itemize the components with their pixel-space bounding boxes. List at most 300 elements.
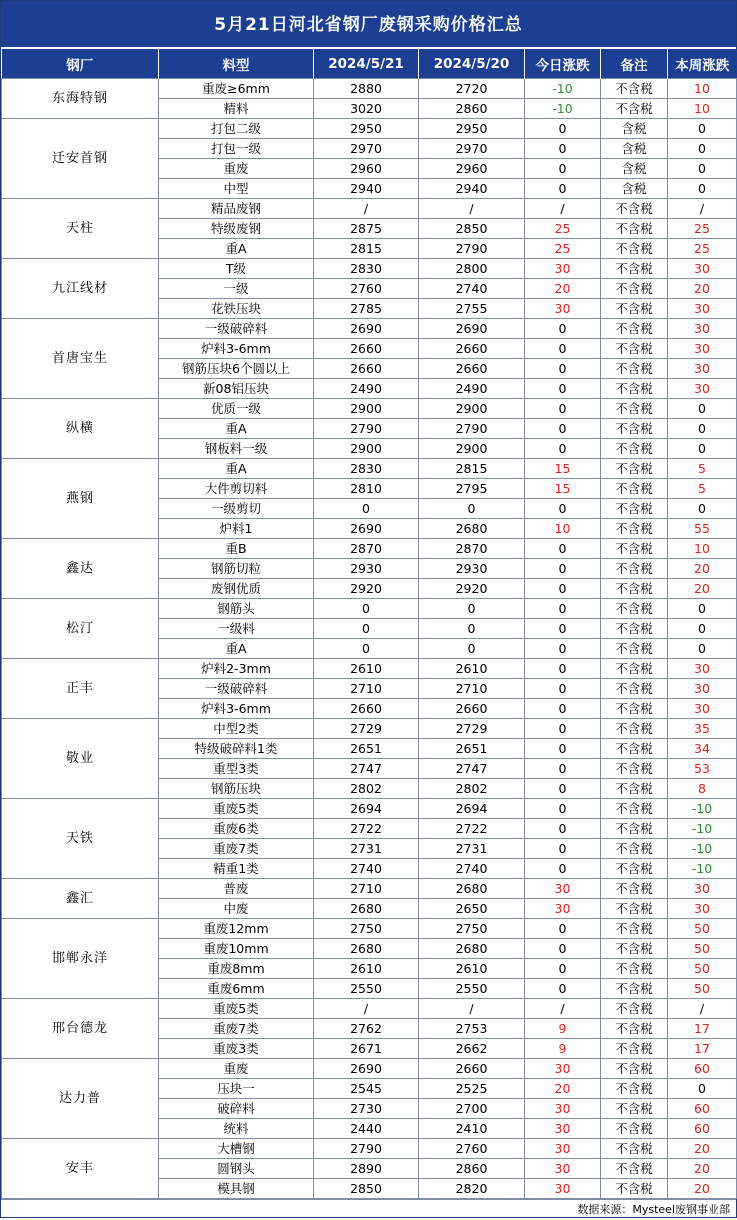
price-yesterday-cell: 2940: [419, 179, 525, 199]
material-cell: 一级剪切: [159, 499, 314, 519]
material-cell: 重型3类: [159, 759, 314, 779]
price-today-cell: 2900: [314, 439, 419, 459]
price-today-cell: 2762: [314, 1019, 419, 1039]
daily-change-cell: 0: [525, 619, 601, 639]
weekly-change-cell: 30: [668, 679, 737, 699]
table-body: [2, 79, 737, 1199]
material-cell: 大槽钢: [159, 1139, 314, 1159]
price-today-cell: 2960: [314, 159, 419, 179]
material-cell: 模具钢: [159, 1179, 314, 1199]
mill-name-cell: 天柱: [2, 199, 159, 259]
table-row: [2, 799, 737, 819]
price-yesterday-cell: 2610: [419, 959, 525, 979]
weekly-change-cell: 0: [668, 499, 737, 519]
material-cell: 炉料1: [159, 519, 314, 539]
daily-change-cell: 0: [525, 779, 601, 799]
weekly-change-cell: 0: [668, 399, 737, 419]
material-cell: 一级破碎料: [159, 679, 314, 699]
table-row: [2, 119, 737, 139]
daily-change-cell: 0: [525, 719, 601, 739]
material-cell: 重废6mm: [159, 979, 314, 999]
weekly-change-cell: 0: [668, 159, 737, 179]
material-cell: 统料: [159, 1119, 314, 1139]
remark-cell: 不含税: [601, 459, 668, 479]
header-row: [2, 49, 737, 79]
material-cell: 优质一级: [159, 399, 314, 419]
header-price-today: 2024/5/21: [314, 49, 419, 79]
remark-cell: 不含税: [601, 1139, 668, 1159]
daily-change-cell: 30: [525, 879, 601, 899]
remark-cell: 不含税: [601, 619, 668, 639]
remark-cell: 不含税: [601, 839, 668, 859]
mill-name-cell: 天铁: [2, 799, 159, 879]
header-mill: 钢厂: [2, 49, 159, 79]
material-cell: 特级破碎料1类: [159, 739, 314, 759]
weekly-change-cell: 5: [668, 479, 737, 499]
price-today-cell: 2815: [314, 239, 419, 259]
material-cell: 重废7类: [159, 839, 314, 859]
price-yesterday-cell: 2740: [419, 279, 525, 299]
table-row: [2, 919, 737, 939]
price-today-cell: 2690: [314, 319, 419, 339]
mill-name-cell: 邯郸永洋: [2, 919, 159, 999]
weekly-change-cell: 0: [668, 619, 737, 639]
material-cell: 一级破碎料: [159, 319, 314, 339]
remark-cell: 不含税: [601, 479, 668, 499]
weekly-change-cell: 0: [668, 119, 737, 139]
price-today-cell: 2850: [314, 1179, 419, 1199]
material-cell: 花铁压块: [159, 299, 314, 319]
remark-cell: 不含税: [601, 539, 668, 559]
price-yesterday-cell: 2680: [419, 939, 525, 959]
weekly-change-cell: 0: [668, 439, 737, 459]
daily-change-cell: 30: [525, 1059, 601, 1079]
price-yesterday-cell: 2662: [419, 1039, 525, 1059]
price-yesterday-cell: 2650: [419, 899, 525, 919]
price-today-cell: 2680: [314, 939, 419, 959]
remark-cell: 不含税: [601, 399, 668, 419]
material-cell: 钢筋压块6个圆以上: [159, 359, 314, 379]
price-yesterday-cell: 2790: [419, 419, 525, 439]
material-cell: 精品废钢: [159, 199, 314, 219]
price-yesterday-cell: 2760: [419, 1139, 525, 1159]
price-today-cell: 2722: [314, 819, 419, 839]
weekly-change-cell: 30: [668, 359, 737, 379]
table-row: [2, 259, 737, 279]
daily-change-cell: 0: [525, 639, 601, 659]
price-yesterday-cell: 2722: [419, 819, 525, 839]
weekly-change-cell: 17: [668, 1039, 737, 1059]
material-cell: 一级: [159, 279, 314, 299]
price-yesterday-cell: 2694: [419, 799, 525, 819]
daily-change-cell: 0: [525, 339, 601, 359]
material-cell: 打包一级: [159, 139, 314, 159]
remark-cell: 不含税: [601, 779, 668, 799]
price-yesterday-cell: /: [419, 999, 525, 1019]
remark-cell: 不含税: [601, 699, 668, 719]
remark-cell: 不含税: [601, 99, 668, 119]
weekly-change-cell: /: [668, 199, 737, 219]
table-row: [2, 539, 737, 559]
price-today-cell: 2671: [314, 1039, 419, 1059]
price-today-cell: 2694: [314, 799, 419, 819]
weekly-change-cell: 20: [668, 579, 737, 599]
table-row: [2, 459, 737, 479]
material-cell: 普废: [159, 879, 314, 899]
weekly-change-cell: -10: [668, 819, 737, 839]
remark-cell: 不含税: [601, 799, 668, 819]
table-row: [2, 879, 737, 899]
mill-name-cell: 正丰: [2, 659, 159, 719]
mill-name-cell: 邢台德龙: [2, 999, 159, 1059]
weekly-change-cell: -10: [668, 839, 737, 859]
daily-change-cell: 25: [525, 219, 601, 239]
daily-change-cell: 0: [525, 759, 601, 779]
mill-name-cell: 达力普: [2, 1059, 159, 1139]
price-today-cell: 2729: [314, 719, 419, 739]
remark-cell: 不含税: [601, 1079, 668, 1099]
daily-change-cell: 0: [525, 919, 601, 939]
weekly-change-cell: /: [668, 999, 737, 1019]
weekly-change-cell: 30: [668, 899, 737, 919]
price-today-cell: 2490: [314, 379, 419, 399]
weekly-change-cell: 30: [668, 339, 737, 359]
price-yesterday-cell: 2900: [419, 439, 525, 459]
weekly-change-cell: 34: [668, 739, 737, 759]
price-today-cell: 2747: [314, 759, 419, 779]
remark-cell: 不含税: [601, 1119, 668, 1139]
price-yesterday-cell: 2550: [419, 979, 525, 999]
remark-cell: 不含税: [601, 1159, 668, 1179]
price-today-cell: 2890: [314, 1159, 419, 1179]
price-today-cell: 2710: [314, 679, 419, 699]
price-today-cell: 2610: [314, 959, 419, 979]
remark-cell: 不含税: [601, 659, 668, 679]
weekly-change-cell: 30: [668, 659, 737, 679]
remark-cell: 不含税: [601, 519, 668, 539]
material-cell: 重废10mm: [159, 939, 314, 959]
price-yesterday-cell: 2720: [419, 79, 525, 99]
price-yesterday-cell: 0: [419, 639, 525, 659]
daily-change-cell: 0: [525, 419, 601, 439]
weekly-change-cell: 35: [668, 719, 737, 739]
price-today-cell: 0: [314, 639, 419, 659]
daily-change-cell: 30: [525, 1159, 601, 1179]
remark-cell: 不含税: [601, 199, 668, 219]
price-yesterday-cell: 2680: [419, 519, 525, 539]
price-today-cell: 2660: [314, 359, 419, 379]
price-today-cell: 2550: [314, 979, 419, 999]
material-cell: 中废: [159, 899, 314, 919]
price-today-cell: 3020: [314, 99, 419, 119]
price-today-cell: 0: [314, 599, 419, 619]
material-cell: 炉料3-6mm: [159, 339, 314, 359]
weekly-change-cell: 30: [668, 299, 737, 319]
daily-change-cell: 0: [525, 819, 601, 839]
price-today-cell: 2440: [314, 1119, 419, 1139]
remark-cell: 不含税: [601, 999, 668, 1019]
price-yesterday-cell: 2660: [419, 699, 525, 719]
weekly-change-cell: 53: [668, 759, 737, 779]
price-yesterday-cell: 2860: [419, 99, 525, 119]
daily-change-cell: 15: [525, 459, 601, 479]
price-yesterday-cell: 2802: [419, 779, 525, 799]
remark-cell: 不含税: [601, 879, 668, 899]
daily-change-cell: 9: [525, 1039, 601, 1059]
daily-change-cell: 0: [525, 799, 601, 819]
daily-change-cell: 0: [525, 379, 601, 399]
price-today-cell: 2880: [314, 79, 419, 99]
daily-change-cell: 0: [525, 179, 601, 199]
weekly-change-cell: 0: [668, 139, 737, 159]
weekly-change-cell: 50: [668, 979, 737, 999]
header-weekly-change: 本周涨跌: [668, 49, 737, 79]
price-yesterday-cell: 2753: [419, 1019, 525, 1039]
material-cell: 重废: [159, 159, 314, 179]
weekly-change-cell: 0: [668, 639, 737, 659]
remark-cell: 不含税: [601, 339, 668, 359]
price-today-cell: 2790: [314, 419, 419, 439]
daily-change-cell: 10: [525, 519, 601, 539]
mill-name-cell: 敬业: [2, 719, 159, 799]
price-yesterday-cell: 2490: [419, 379, 525, 399]
price-yesterday-cell: 2690: [419, 319, 525, 339]
material-cell: 大件剪切料: [159, 479, 314, 499]
daily-change-cell: 30: [525, 1099, 601, 1119]
remark-cell: 不含税: [601, 439, 668, 459]
price-today-cell: 2810: [314, 479, 419, 499]
remark-cell: 不含税: [601, 379, 668, 399]
remark-cell: 不含税: [601, 939, 668, 959]
daily-change-cell: 30: [525, 899, 601, 919]
price-today-cell: 2690: [314, 1059, 419, 1079]
price-yesterday-cell: 2610: [419, 659, 525, 679]
weekly-change-cell: 17: [668, 1019, 737, 1039]
price-today-cell: 2651: [314, 739, 419, 759]
price-yesterday-cell: 2729: [419, 719, 525, 739]
price-yesterday-cell: 2731: [419, 839, 525, 859]
header-material: 料型: [159, 49, 314, 79]
table-row: [2, 1139, 737, 1159]
price-yesterday-cell: 2920: [419, 579, 525, 599]
material-cell: 钢筋切粒: [159, 559, 314, 579]
remark-cell: 不含税: [601, 219, 668, 239]
remark-cell: 不含税: [601, 719, 668, 739]
material-cell: 重A: [159, 419, 314, 439]
table-row: [2, 399, 737, 419]
daily-change-cell: 30: [525, 1139, 601, 1159]
price-yesterday-cell: 2870: [419, 539, 525, 559]
remark-cell: 不含税: [601, 239, 668, 259]
material-cell: 重废: [159, 1059, 314, 1079]
mill-name-cell: 东海特钢: [2, 79, 159, 119]
daily-change-cell: 0: [525, 859, 601, 879]
weekly-change-cell: 20: [668, 1139, 737, 1159]
price-yesterday-cell: 2740: [419, 859, 525, 879]
remark-cell: 不含税: [601, 899, 668, 919]
material-cell: 重A: [159, 239, 314, 259]
weekly-change-cell: 30: [668, 259, 737, 279]
price-today-cell: 2730: [314, 1099, 419, 1119]
daily-change-cell: 30: [525, 299, 601, 319]
remark-cell: 不含税: [601, 1059, 668, 1079]
weekly-change-cell: 20: [668, 1159, 737, 1179]
remark-cell: 不含税: [601, 919, 668, 939]
price-yesterday-cell: 2700: [419, 1099, 525, 1119]
material-cell: 压块一: [159, 1079, 314, 1099]
weekly-change-cell: 30: [668, 379, 737, 399]
material-cell: 圆钢头: [159, 1159, 314, 1179]
weekly-change-cell: 20: [668, 559, 737, 579]
price-yesterday-cell: 2800: [419, 259, 525, 279]
price-today-cell: /: [314, 199, 419, 219]
daily-change-cell: 15: [525, 479, 601, 499]
price-yesterday-cell: 2680: [419, 879, 525, 899]
material-cell: 钢筋压块: [159, 779, 314, 799]
daily-change-cell: 0: [525, 439, 601, 459]
weekly-change-cell: 8: [668, 779, 737, 799]
remark-cell: 不含税: [601, 599, 668, 619]
remark-cell: 不含税: [601, 819, 668, 839]
weekly-change-cell: 50: [668, 939, 737, 959]
price-yesterday-cell: /: [419, 199, 525, 219]
remark-cell: 不含税: [601, 759, 668, 779]
weekly-change-cell: 25: [668, 219, 737, 239]
header-daily-change: 今日涨跌: [525, 49, 601, 79]
weekly-change-cell: 0: [668, 1079, 737, 1099]
price-today-cell: 2660: [314, 339, 419, 359]
daily-change-cell: 0: [525, 399, 601, 419]
price-yesterday-cell: 0: [419, 499, 525, 519]
weekly-change-cell: 30: [668, 699, 737, 719]
material-cell: 新08铝压块: [159, 379, 314, 399]
daily-change-cell: 0: [525, 319, 601, 339]
material-cell: 重B: [159, 539, 314, 559]
material-cell: 精料: [159, 99, 314, 119]
remark-cell: 不含税: [601, 679, 668, 699]
price-yesterday-cell: 2660: [419, 1059, 525, 1079]
data-source-note: 数据来源：Mysteel废钢事业部: [1, 1199, 736, 1220]
material-cell: 炉料2-3mm: [159, 659, 314, 679]
table-row: [2, 1059, 737, 1079]
mill-name-cell: 松汀: [2, 599, 159, 659]
page-title: 5月21日河北省钢厂废钢采购价格汇总: [1, 1, 736, 49]
material-cell: 重废5类: [159, 999, 314, 1019]
header-price-yesterday: 2024/5/20: [419, 49, 525, 79]
remark-cell: 不含税: [601, 359, 668, 379]
remark-cell: 不含税: [601, 559, 668, 579]
price-yesterday-cell: 2795: [419, 479, 525, 499]
price-today-cell: 2731: [314, 839, 419, 859]
price-yesterday-cell: 2900: [419, 399, 525, 419]
material-cell: 重A: [159, 459, 314, 479]
price-today-cell: 2750: [314, 919, 419, 939]
daily-change-cell: 0: [525, 839, 601, 859]
price-yesterday-cell: 0: [419, 599, 525, 619]
mill-name-cell: 九江线材: [2, 259, 159, 319]
price-today-cell: 2690: [314, 519, 419, 539]
remark-cell: 不含税: [601, 1019, 668, 1039]
daily-change-cell: 0: [525, 139, 601, 159]
material-cell: 废钢优质: [159, 579, 314, 599]
price-today-cell: 2950: [314, 119, 419, 139]
price-yesterday-cell: 2850: [419, 219, 525, 239]
price-yesterday-cell: 2815: [419, 459, 525, 479]
weekly-change-cell: 10: [668, 79, 737, 99]
daily-change-cell: 0: [525, 699, 601, 719]
price-yesterday-cell: 2930: [419, 559, 525, 579]
price-today-cell: 2900: [314, 399, 419, 419]
remark-cell: 不含税: [601, 859, 668, 879]
weekly-change-cell: 30: [668, 879, 737, 899]
remark-cell: 不含税: [601, 1099, 668, 1119]
weekly-change-cell: 60: [668, 1099, 737, 1119]
remark-cell: 不含税: [601, 959, 668, 979]
mill-name-cell: 安丰: [2, 1139, 159, 1199]
remark-cell: 不含税: [601, 579, 668, 599]
material-cell: 重废6类: [159, 819, 314, 839]
mill-name-cell: 迁安首钢: [2, 119, 159, 199]
remark-cell: 不含税: [601, 639, 668, 659]
price-today-cell: 2790: [314, 1139, 419, 1159]
remark-cell: 不含税: [601, 739, 668, 759]
daily-change-cell: 20: [525, 1079, 601, 1099]
daily-change-cell: 30: [525, 259, 601, 279]
daily-change-cell: 0: [525, 499, 601, 519]
weekly-change-cell: 60: [668, 1119, 737, 1139]
weekly-change-cell: 30: [668, 319, 737, 339]
header-remark: 备注: [601, 49, 668, 79]
material-cell: 重废≥6mm: [159, 79, 314, 99]
material-cell: 重废3类: [159, 1039, 314, 1059]
remark-cell: 不含税: [601, 419, 668, 439]
material-cell: 钢筋头: [159, 599, 314, 619]
mill-name-cell: 鑫达: [2, 539, 159, 599]
daily-change-cell: 0: [525, 579, 601, 599]
remark-cell: 不含税: [601, 499, 668, 519]
mill-name-cell: 纵横: [2, 399, 159, 459]
price-yesterday-cell: 2651: [419, 739, 525, 759]
weekly-change-cell: 60: [668, 1059, 737, 1079]
remark-cell: 不含税: [601, 979, 668, 999]
price-yesterday-cell: 2410: [419, 1119, 525, 1139]
price-today-cell: 2875: [314, 219, 419, 239]
table-row: [2, 319, 737, 339]
daily-change-cell: 0: [525, 739, 601, 759]
price-today-cell: 2970: [314, 139, 419, 159]
price-yesterday-cell: 2970: [419, 139, 525, 159]
price-yesterday-cell: 2960: [419, 159, 525, 179]
price-yesterday-cell: 0: [419, 619, 525, 639]
material-cell: 破碎料: [159, 1099, 314, 1119]
price-yesterday-cell: 2747: [419, 759, 525, 779]
price-today-cell: 2870: [314, 539, 419, 559]
table-row: [2, 199, 737, 219]
price-today-cell: 2930: [314, 559, 419, 579]
table-row: [2, 79, 737, 99]
weekly-change-cell: -10: [668, 859, 737, 879]
material-cell: 重废7类: [159, 1019, 314, 1039]
material-cell: 重废5类: [159, 799, 314, 819]
weekly-change-cell: 20: [668, 279, 737, 299]
weekly-change-cell: 5: [668, 459, 737, 479]
daily-change-cell: 9: [525, 1019, 601, 1039]
daily-change-cell: 0: [525, 979, 601, 999]
table-row: [2, 719, 737, 739]
table-row: [2, 599, 737, 619]
weekly-change-cell: 20: [668, 1179, 737, 1199]
weekly-change-cell: 10: [668, 539, 737, 559]
